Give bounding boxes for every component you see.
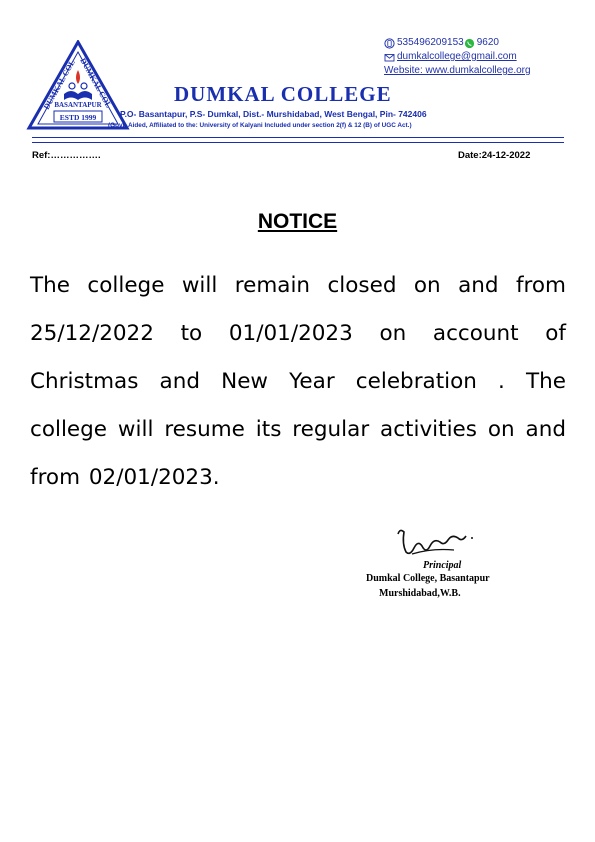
whatsapp-icon <box>464 38 475 49</box>
logo-name-left: DUMKAL COL <box>41 58 77 111</box>
reference-number: Ref:……………. <box>32 150 101 161</box>
phone-number[interactable]: 535496209153 <box>397 37 464 48</box>
signatory-college: Dumkal College, Basantapur <box>366 573 490 584</box>
signatory-title: Principal <box>423 560 462 571</box>
signatory-place: Murshidabad,W.B. <box>379 588 461 599</box>
email-row <box>384 50 531 64</box>
logo-place: BASANTAPUR <box>54 101 102 109</box>
website-row <box>384 64 531 78</box>
contact-block <box>384 36 531 78</box>
logo-name-right: DUMKAL COL <box>78 56 114 110</box>
notice-title: NOTICE <box>257 210 338 233</box>
college-address: P.O- Basantapur, P.S- Dumkal, Dist.- Murshidabad, West Bengal, Pin- 742406 <box>120 109 427 119</box>
website-link[interactable]: Website: www.dumkalcollege.org <box>384 65 531 76</box>
principal-signature <box>392 524 482 560</box>
notice-body: The college will remain closed on and from 25/12/2022 to 01/01/2023 on account of Christmas and New Year celebration . The college will resume its regular activities on and from 02/01/2023. <box>30 273 566 490</box>
college-name: DUMKAL COLLEGE <box>174 82 392 106</box>
mail-icon <box>384 52 395 63</box>
whatsapp-number[interactable]: 9620 <box>476 37 499 48</box>
email-link[interactable]: dumkalcollege@gmail.com <box>397 51 517 62</box>
phone-icon <box>384 38 395 49</box>
college-affiliation: (Govt. Aided, Affiliated to the: University of Kalyani Included under section 2(f) & 12 (B) of UGC Act.) <box>108 122 412 129</box>
logo-estd: ESTD 1999 <box>59 113 97 122</box>
phone-row <box>384 36 531 50</box>
header-divider <box>32 137 564 143</box>
notice-date: Date:24-12-2022 <box>458 150 531 161</box>
college-logo <box>26 40 130 132</box>
